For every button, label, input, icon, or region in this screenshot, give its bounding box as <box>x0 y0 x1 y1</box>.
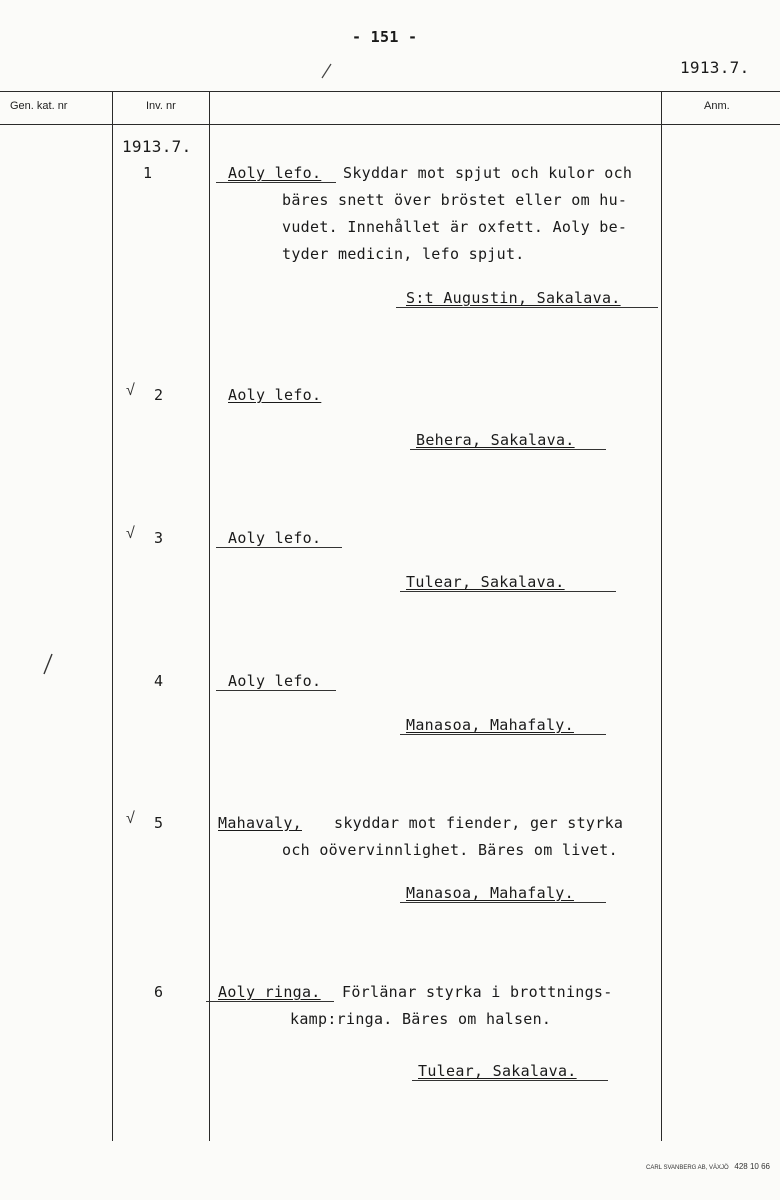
printer-imprint <box>646 1162 770 1171</box>
entry-3-place: Tulear, Sakalava. <box>406 573 565 591</box>
column-divider-anm <box>661 91 662 1141</box>
entry-4-title: Aoly lefo. <box>228 672 322 690</box>
entry-2-place-rule <box>410 449 606 450</box>
entry-6-line-1: Förlänar styrka i brottnings- <box>342 983 613 1001</box>
header-bottom-rule <box>0 124 780 125</box>
entry-2-place: Behera, Sakalava. <box>416 431 575 449</box>
entry-5-number: 5 <box>154 814 164 832</box>
entry-6-place-rule <box>412 1080 608 1081</box>
entry-4-place-rule <box>400 734 606 735</box>
entry-5-place-rule <box>400 902 606 903</box>
check-mark-3: √ <box>126 525 135 542</box>
entry-5-line-2: och oövervinnlighet. Bäres om livet. <box>282 841 618 859</box>
entry-1-title-rule <box>216 182 336 183</box>
entry-1-line-2: bäres snett över bröstet eller om hu- <box>282 191 628 209</box>
entry-3-title: Aoly lefo. <box>228 529 322 547</box>
entry-1-place-rule <box>396 307 658 308</box>
entry-1-line-1: Skyddar mot spjut och kulor och <box>343 164 633 182</box>
entry-6-title: Aoly ringa. <box>218 983 321 1001</box>
entry-1-inv-prefix: 1913.7. <box>122 137 192 156</box>
entry-4-title-rule <box>216 690 336 691</box>
column-header-gen-kat: Gen. kat. nr <box>10 100 68 112</box>
entry-2-title: Aoly lefo. <box>228 386 322 404</box>
pen-stroke-mark <box>320 62 334 80</box>
entry-5-place: Manasoa, Mahafaly. <box>406 884 574 902</box>
entry-1-line-4: tyder medicin, lefo spjut. <box>282 245 525 263</box>
entry-2-number: 2 <box>154 386 164 404</box>
entry-5-line-1: skyddar mot fiender, ger styrka <box>334 814 624 832</box>
check-mark-2: √ <box>126 382 135 399</box>
printer-name: CARL SVANBERG AB, VÄXJÖ <box>646 1165 729 1171</box>
check-mark-5: √ <box>126 810 135 827</box>
column-divider-inv <box>209 91 210 1141</box>
printer-code: 428 10 66 <box>734 1162 770 1171</box>
entry-1-title: Aoly lefo. <box>228 164 322 182</box>
entry-3-place-rule <box>400 591 616 592</box>
entry-3-title-rule <box>216 547 342 548</box>
header-top-rule <box>0 91 780 92</box>
column-header-anm: Anm. <box>704 100 730 112</box>
entry-6-line-2: kamp:ringa. Bäres om halsen. <box>290 1010 552 1028</box>
page-number: - 151 - <box>352 28 418 46</box>
entry-3-number: 3 <box>154 529 164 547</box>
entry-4-number: 4 <box>154 672 164 690</box>
entry-6-title-rule <box>206 1001 334 1002</box>
entry-6-number: 6 <box>154 983 164 1001</box>
entry-6-place: Tulear, Sakalava. <box>418 1062 577 1080</box>
margin-pen-mark <box>40 652 56 676</box>
entry-5-title: Mahavaly, <box>218 814 302 832</box>
column-divider-gen <box>112 91 113 1141</box>
entry-1-number: 1 <box>143 164 153 182</box>
entry-4-place: Manasoa, Mahafaly. <box>406 716 574 734</box>
register-number-top: 1913.7. <box>680 58 750 77</box>
column-header-inv: Inv. nr <box>146 100 176 112</box>
entry-1-place: S:t Augustin, Sakalava. <box>406 289 621 307</box>
entry-1-line-3: vudet. Innehållet är oxfett. Aoly be- <box>282 218 628 236</box>
